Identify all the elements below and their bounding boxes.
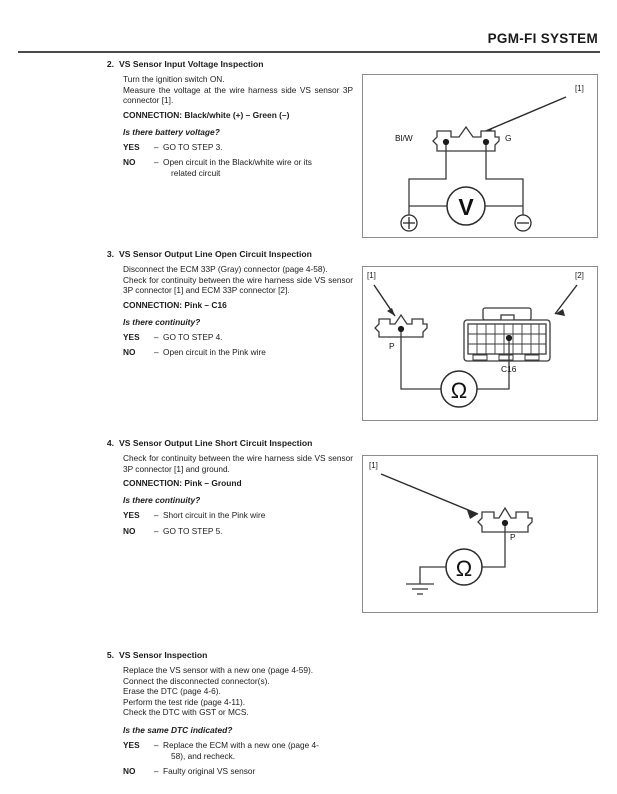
step-4-answer-no (123, 526, 353, 537)
callout-leader-line (481, 97, 566, 133)
terminal-dot-green (483, 139, 489, 145)
step-5-title: VS Sensor Inspection (119, 650, 208, 660)
page-header (18, 30, 600, 48)
answer-dash: – (154, 510, 159, 521)
step-5-paragraph-1: Replace the VS sensor with a new one (page 4-59). (123, 665, 314, 675)
step-2-answer-no (123, 157, 353, 178)
step-4-body (123, 453, 353, 541)
callout-leader-line (381, 474, 478, 514)
answer-dash: – (154, 525, 159, 536)
figure3-ref-1: [1] (369, 461, 378, 470)
answer-key: YES (123, 739, 140, 750)
answer-text: GO TO STEP 5. (163, 525, 223, 536)
answer-key: YES (123, 141, 140, 152)
vs-sensor-3p-connector (433, 127, 499, 151)
answer-text (163, 157, 353, 178)
terminal-dot-pink (398, 326, 404, 332)
step-3-answer-yes (123, 332, 353, 343)
step-5-paragraph-2: Connect the disconnected connector(s). (123, 675, 270, 686)
answer-text-line1: Replace the ECM with a new one (page 4- (163, 739, 319, 750)
figure3-label-p: P (510, 532, 516, 542)
step-2-title: VS Sensor Input Voltage Inspection (119, 59, 264, 69)
wire-to-ground (420, 567, 446, 584)
ecm-latch-tabs (473, 355, 539, 360)
step-3-connection: CONNECTION: Pink – C16 (123, 299, 227, 310)
step-4-answers (123, 510, 353, 536)
voltmeter-glyph: V (458, 194, 474, 220)
answer-text-line2: 58), and recheck. (171, 750, 236, 761)
figure2-label-c16: C16 (501, 364, 517, 374)
answer-text: GO TO STEP 4. (163, 331, 223, 342)
answer-key: YES (123, 331, 140, 342)
answer-key: NO (123, 157, 136, 168)
step-5-number: 5. (106, 650, 114, 660)
ohmmeter-glyph: Ω (455, 556, 473, 581)
answer-dash: – (154, 347, 159, 358)
step-2-body (123, 74, 353, 184)
step-5-answers (123, 740, 353, 777)
step-3-number: 3. (106, 249, 114, 259)
answer-key: NO (123, 347, 136, 358)
step-4-answer-yes (123, 510, 353, 521)
wire-from-connector (401, 332, 441, 389)
figure1-label-blw: Bl/W (395, 133, 413, 143)
ohmmeter-ecm-diagram (363, 267, 596, 419)
answer-dash: – (154, 331, 159, 342)
step-4-number: 4. (106, 438, 114, 448)
step-5-question: Is the same DTC indicated? (123, 724, 233, 735)
step-2-answer-yes (123, 142, 353, 153)
terminal-dot-blw (443, 139, 449, 145)
answer-text (163, 740, 353, 761)
negative-terminal-symbol (515, 215, 531, 231)
step-5-paragraph-4: Perform the test ride (page 4-11). (123, 696, 246, 707)
answer-key: NO (123, 766, 136, 777)
positive-terminal-symbol (401, 215, 417, 231)
step-3-body (123, 264, 353, 363)
figure-ohmmeter-ecm (362, 266, 598, 421)
answer-text: Faulty original VS sensor (163, 766, 256, 777)
wire-negative (486, 145, 523, 206)
answer-dash: – (154, 766, 159, 777)
step-5-answer-yes (123, 740, 353, 761)
figure1-ref-1: [1] (575, 84, 584, 93)
wire-positive (409, 145, 446, 206)
answer-dash: – (154, 739, 159, 750)
step-5-body (123, 665, 353, 782)
step-3-answers (123, 332, 353, 358)
voltmeter-diagram (363, 75, 596, 236)
answer-text: Short circuit in the Pink wire (163, 510, 266, 521)
step-2-number: 2. (106, 59, 114, 69)
step-3-paragraph-2: Check for continuity between the wire harness side VS sensor 3P connector [1] and ECM 33P connector [2]. (123, 274, 353, 296)
answer-text-line1: Open circuit in the Black/white wire or its (163, 157, 312, 168)
ground-symbol (406, 584, 434, 594)
step-2-answers (123, 142, 353, 179)
answer-dash: – (154, 141, 159, 152)
answer-key: NO (123, 525, 136, 536)
ohmmeter-glyph: Ω (450, 378, 468, 403)
step-2-paragraph-2: Measure the voltage at the wire harness side VS sensor 3P connector [1]. (123, 84, 353, 106)
figure-voltmeter (362, 74, 598, 238)
answer-dash: – (154, 157, 159, 168)
figure-ohmmeter-ground (362, 455, 598, 613)
step-2-paragraph-1: Turn the ignition switch ON. (123, 74, 225, 84)
step-3-title: VS Sensor Output Line Open Circuit Inspection (119, 249, 312, 259)
step-4-connection: CONNECTION: Pink – Ground (123, 478, 242, 489)
step-4-paragraph-1: Check for continuity between the wire harness side VS sensor 3P connector [1] and ground. (123, 453, 353, 474)
answer-text: Open circuit in the Pink wire (163, 347, 266, 358)
step-3-paragraph-1: Disconnect the ECM 33P (Gray) connector (page 4-58). (123, 264, 328, 274)
step-4-title: VS Sensor Output Line Short Circuit Inspection (119, 438, 313, 448)
terminal-dot-pink (502, 520, 508, 526)
step-5-answer-no (123, 766, 353, 777)
step-5-paragraph-3: Erase the DTC (page 4-6). (123, 686, 221, 697)
ohmmeter-ground-diagram (363, 456, 596, 611)
step-2-question: Is there battery voltage? (123, 126, 220, 137)
step-2-connection: CONNECTION: Black/white (+) – Green (–) (123, 109, 290, 120)
step-4-question: Is there continuity? (123, 495, 201, 506)
step-3-question: Is there continuity? (123, 316, 201, 327)
figure2-ref-1: [1] (367, 271, 376, 280)
header-rule (18, 51, 600, 53)
step-5-paragraph-5: Check the DTC with GST or MCS. (123, 707, 249, 718)
callout-arrowhead-1 (387, 308, 395, 316)
figure2-ref-2: [2] (575, 271, 584, 280)
step-3-answer-no (123, 347, 353, 358)
answer-key: YES (123, 510, 140, 521)
callout-leader-line-2 (555, 285, 577, 314)
figure2-label-p: P (389, 341, 395, 351)
answer-text: GO TO STEP 3. (163, 141, 223, 152)
answer-text-line2: related circuit (171, 167, 221, 178)
terminal-dot-c16 (506, 335, 512, 341)
page-title: PGM-FI SYSTEM (487, 31, 598, 46)
figure1-label-g: G (505, 133, 512, 143)
